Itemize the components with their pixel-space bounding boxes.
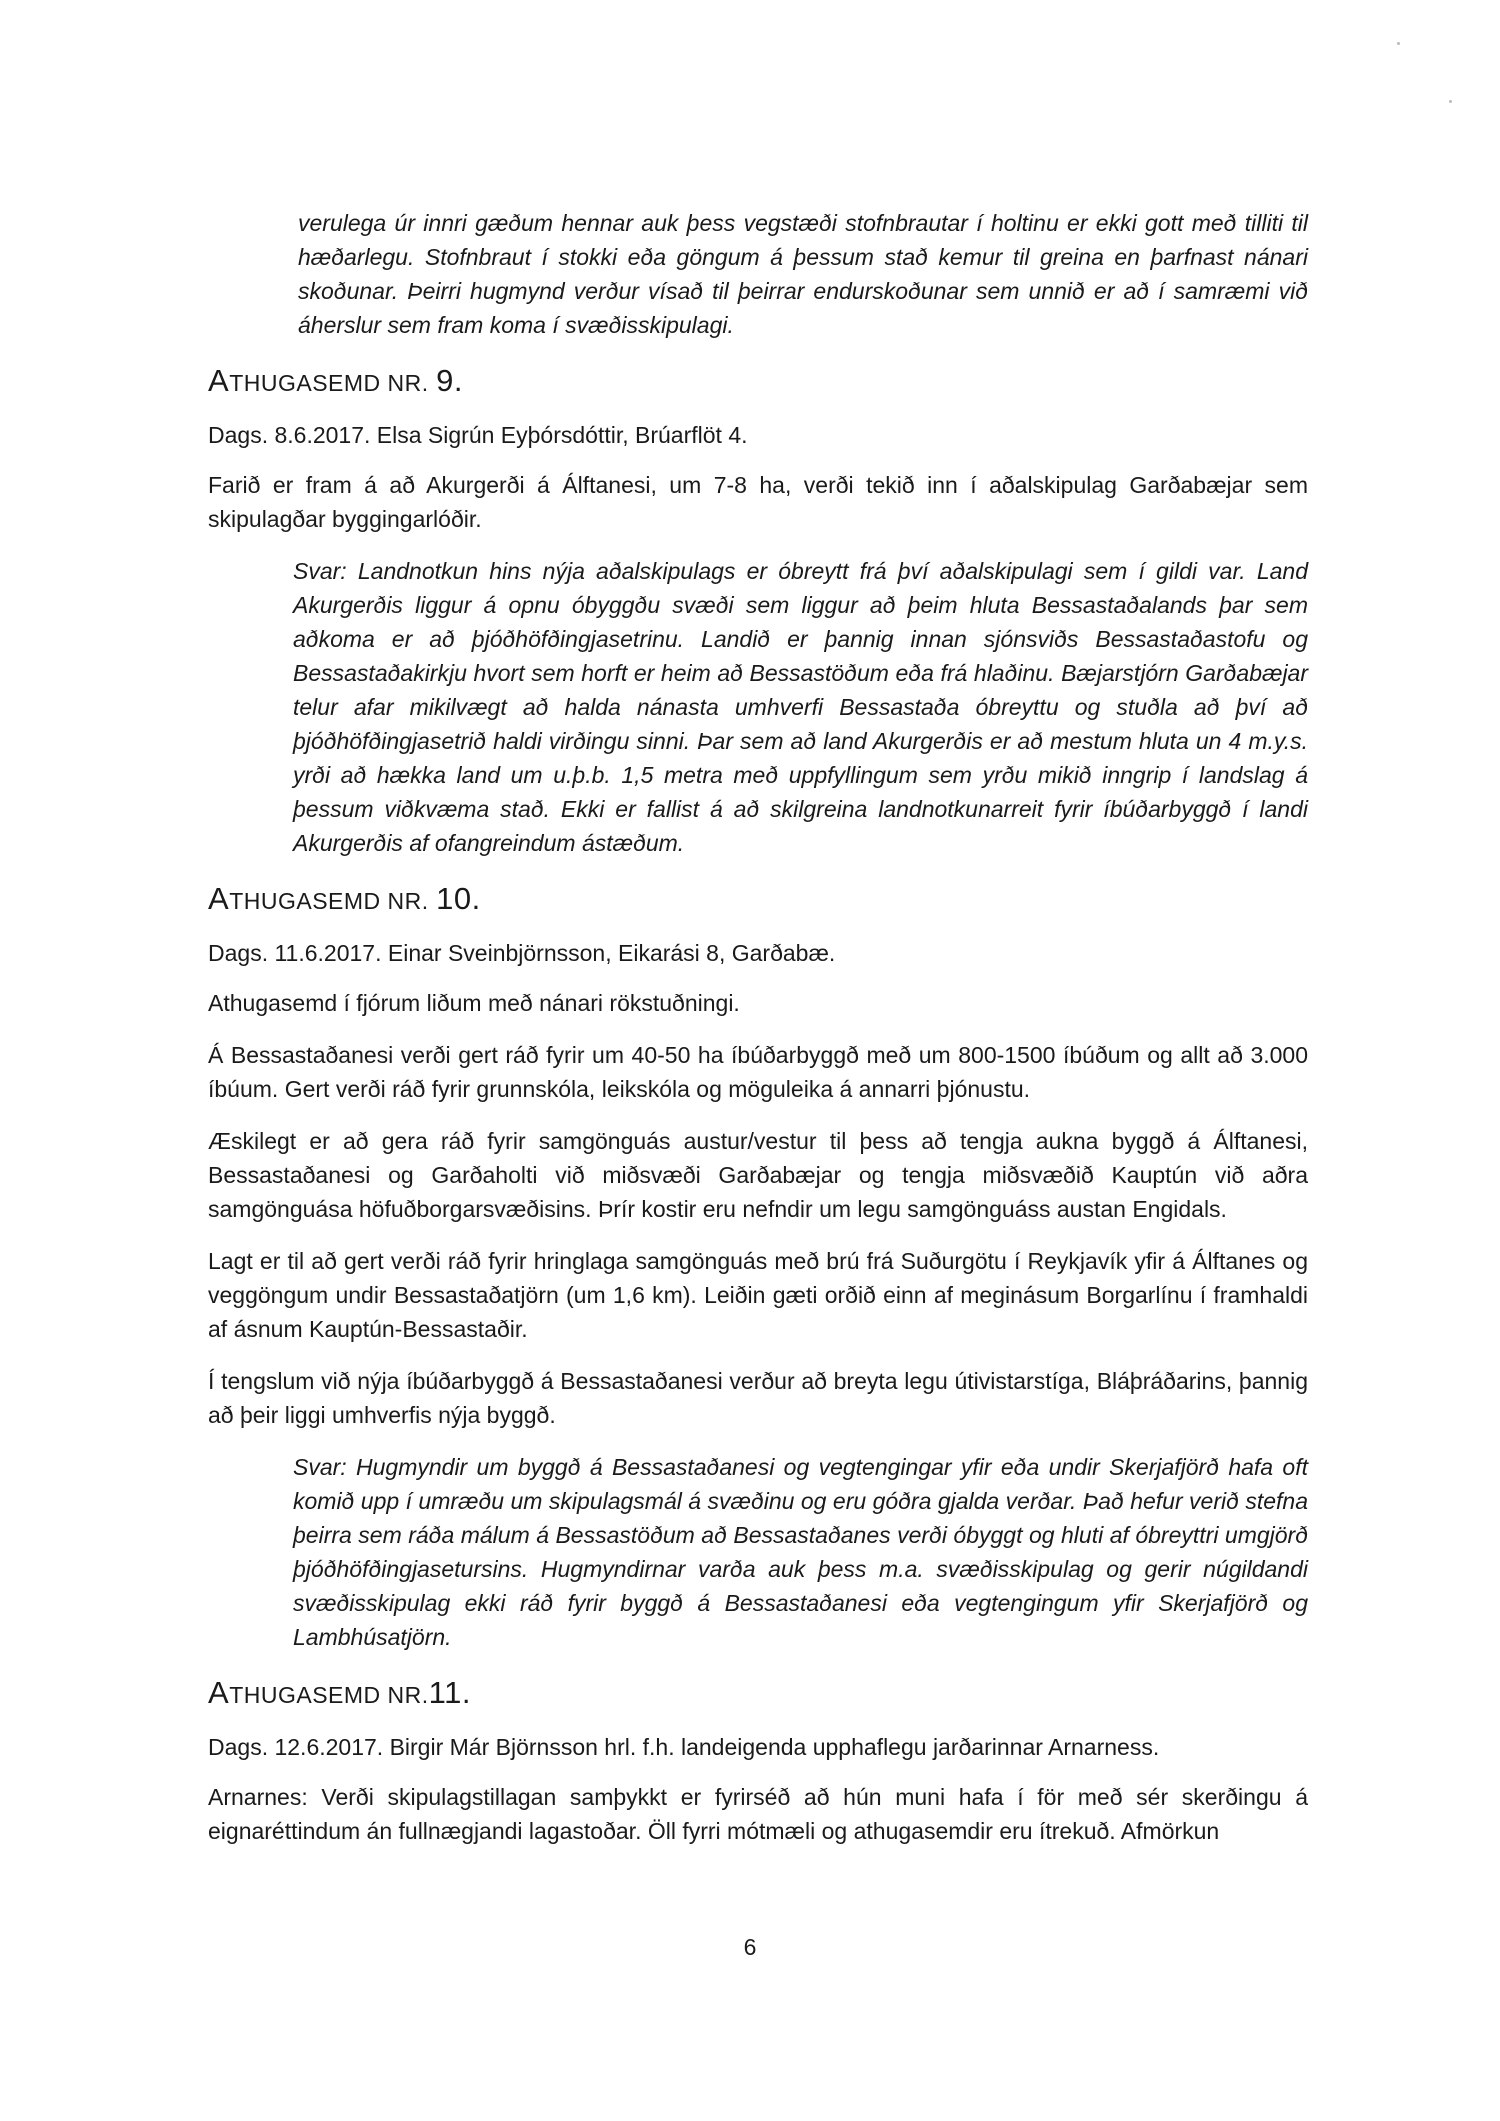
comment-heading: ATHUGASEMD NR. 10.	[208, 881, 481, 916]
comment-heading: ATHUGASEMD NR. 9.	[208, 363, 463, 398]
document-page	[208, 206, 1308, 1866]
comment-paragraph: Athugasemd í fjórum liðum með nánari rökstuðningi.	[208, 990, 740, 1016]
comment-paragraph: Lagt er til að gert verði ráð fyrir hringlaga samgönguás með brú frá Suðurgötu í Reykjavík yfir á Álftanes og veggöngum undir Bessastaðatjörn (um 1,6 km). Leiðin gæti orðið einn af meginásum Borgarlínu í framhaldi af ásnum Kauptún-Bessastaðir.	[208, 1248, 1308, 1342]
comment-paragraph: Farið er fram á að Akurgerði á Álftanesi, um 7-8 ha, verði tekið inn í aðalskipulag Garðabæjar sem skipulagðar byggingarlóðir.	[208, 472, 1308, 532]
comment-paragraph: Á Bessastaðanesi verði gert ráð fyrir um 40-50 ha íbúðarbyggð með um 800-1500 íbúðum og allt að 3.000 íbúum. Gert verði ráð fyrir grunnskóla, leikskóla og möguleika á annarri þjónustu.	[208, 1042, 1308, 1102]
comment-paragraph: Æskilegt er að gera ráð fyrir samgönguás austur/vestur til þess að tengja aukna byggð á Álftanesi, Bessastaðanesi og Garðaholti við miðsvæði Garðabæjar og tengja miðsvæðið Kauptún við aðra samgönguása höfuðborgarsvæðisins. Þrír kostir eru nefndir um legu samgönguáss austan Engidals.	[208, 1128, 1308, 1222]
continued-reply: verulega úr innri gæðum hennar auk þess vegstæði stofnbrautar í holtinu er ekki gott með tilliti til hæðarlegu. Stofnbraut í stokki eða göngum á þessum stað kemur til greina en þarfnast nánari skoðunar. Þeirri hugmynd verður vísað til þeirrar endurskoðunar sem unnið er að í samræmi við áherslur sem fram koma í svæðisskipulagi.	[298, 210, 1308, 338]
comment-paragraph: Arnarnes: Verði skipulagstillagan samþykkt er fyrirséð að hún muni hafa í för með sér skerðingu á eignaréttindum án fullnægjandi lagastoðar. Öll fyrri mótmæli og athugasemdir eru ítrekuð. Afmörkun	[208, 1784, 1308, 1844]
comment-date-line: Dags. 12.6.2017. Birgir Már Björnsson hrl. f.h. landeigenda upphaflegu jarðarinnar Arnarness.	[208, 1734, 1160, 1760]
comment-date-line: Dags. 8.6.2017. Elsa Sigrún Eyþórsdóttir, Brúarflöt 4.	[208, 422, 748, 448]
scan-speck	[1397, 42, 1400, 45]
comment-reply: Svar: Landnotkun hins nýja aðalskipulags er óbreytt frá því aðalskipulagi sem í gildi var. Land Akurgerðis liggur á opnu óbyggðu svæði sem liggur að þeim hluta Bessastaðalands þar sem aðkoma er að þjóðhöfðingjasetrinu. Landið er þannig innan sjónsviðs Bessastaðastofu og Bessastaðakirkju hvort sem horft er heim að Bessastöðum eða frá hlaðinu. Bæjarstjórn Garðabæjar telur afar mikilvægt að halda nánasta umhverfi Bessastaða óbreyttu og stuðla að því að þjóðhöfðingjasetrið haldi virðingu sinni. Þar sem að land Akurgerðis er að mestum hluta un 4 m.y.s. yrði að hækka land um u.þ.b. 1,5 metra með uppfyllingum sem yrðu mikið inngrip í landslag á þessum viðkvæma stað. Ekki er fallist á að skilgreina landnotkunarreit fyrir íbúðarbyggð í landi Akurgerðis af ofangreindum ástæðum.	[293, 558, 1308, 856]
comment-reply: Svar: Hugmyndir um byggð á Bessastaðanesi og vegtengingar yfir eða undir Skerjafjörð hafa oft komið upp í umræðu um skipulagsmál á svæðinu og eru góðra gjalda verðar. Það hefur verið stefna þeirra sem ráða málum á Bessastöðum að Bessastaðanes verði óbyggt og hluti af óbreyttri umgjörð þjóðhöfðingjasetursins. Hugmyndirnar varða auk þess m.a. svæðisskipulag og gerir núgildandi svæðisskipulag ekki ráð fyrir byggð á Bessastaðanesi eða vegtengingum yfir Skerjafjörð og Lambhúsatjörn.	[293, 1454, 1308, 1650]
comment-date-line: Dags. 11.6.2017. Einar Sveinbjörnsson, Eikarási 8, Garðabæ.	[208, 940, 836, 966]
page-number: 6	[743, 1934, 757, 1960]
comment-heading: ATHUGASEMD NR.11.	[208, 1675, 471, 1710]
comment-paragraph: Í tengslum við nýja íbúðarbyggð á Bessastaðanesi verður að breyta legu útivistarstíga, Bláþráðarins, þannig að þeir liggi umhverfis nýja byggð.	[208, 1368, 1308, 1428]
scan-speck	[1449, 100, 1452, 103]
